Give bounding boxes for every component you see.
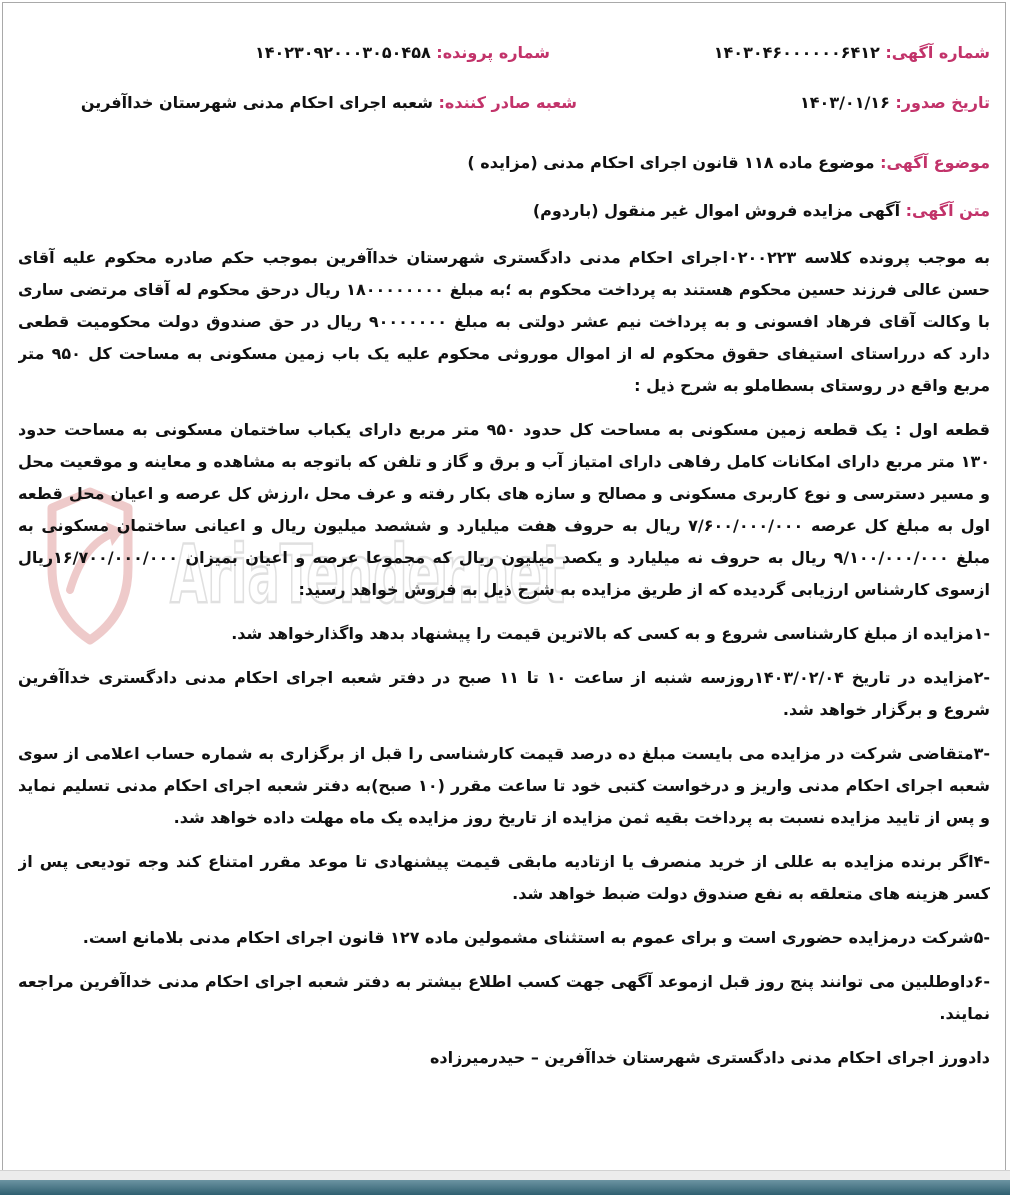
- condition-item-5: -۵شرکت درمزایده حضوری است و برای عموم به استثنای مشمولین ماده ۱۲۷ قانون اجرای احکام مدنی بلامانع است.: [82, 928, 990, 947]
- issue-date-value: ۱۴۰۳/۰۱/۱۶: [800, 93, 890, 112]
- notice-text-title: آگهی مزایده فروش اموال غیر منقول (باردوم): [532, 201, 901, 220]
- condition-item-1: -۱مزایده از مبلغ کارشناسی شروع و به کسی که بالاترین قیمت را پیشنهاد بدهد واگذارخواهد شد.: [231, 624, 990, 643]
- notice-text-field: [533, 200, 990, 222]
- condition-item-2: -۲مزایده در تاریخ ۱۴۰۳/۰۲/۰۴روزسه شنبه از ساعت ۱۰ تا ۱۱ صبح در دفتر شعبه اجرای احکام مدنی دادگستری خداآفرین شروع و برگزار خواهد شد.: [18, 668, 990, 719]
- intro-paragraph: به موجب پرونده کلاسه ۰۲۰۰۲۲۳اجرای احکام مدنی دادگستری شهرستان خداآفرین بموجب حکم صادره محکوم علیه آقای حسن عالی فرزند حسین محکوم هستند به پرداخت محکوم به ؛به مبلغ ۱۸۰۰۰۰۰۰۰۰ ریال درحق محکوم له آقای مرتضی ساری با وکالت آقای فرهاد افسونی و به پرداخت نیم عشر دولتی به مبلغ ۹۰۰۰۰۰۰۰ ریال در حق صندوق دولت محکومیت قطعی دارد که درراستای استیفای حقوق محکوم له از اموال موروثی محکوم علیه یک باب زمین مسکونی به مساحت کل ۹۵۰ متر مربع واقع در روستای بسطاملو به شرح ذیل :: [18, 248, 990, 395]
- notice-number-value: ۱۴۰۳۰۴۶۰۰۰۰۰۰۶۴۱۲: [713, 43, 880, 62]
- subject-field: [467, 152, 990, 174]
- footer-gap: [0, 1170, 1010, 1180]
- watermark-text: AriaTender.net: [170, 528, 565, 621]
- notice-text-label: متن آگهی:: [905, 201, 990, 220]
- notice-number-field: [714, 42, 990, 64]
- signature-line: دادورز اجرای احکام مدنی دادگستری شهرستان خداآفرین – حیدرمیرزاده: [429, 1048, 990, 1067]
- notice-number-label: شماره آگهی:: [885, 43, 990, 62]
- parcel-one-paragraph: قطعه اول : یک قطعه زمین مسکونی به مساحت کل حدود ۹۵۰ متر مربع دارای یکباب ساختمان مسکونی به مساحت حدود ۱۳۰ متر مربع دارای امکانات کامل رفاهی دارای امتیاز آب و برق و گاز و تلفن که باتوجه به مشاهده و معاینه و موقعیت محل و مسیر دسترسی و نوع کاربری مسکونی و مصالح و سازه های بکار رفته و عرف محل ،ارزش کل عرصه و اعیان محل قطعه اول به مبلغ کل عرصه ۷/۶۰۰/۰۰۰/۰۰۰ ریال به حروف هفت میلیارد و ششصد میلیون ریال و اعیانی ساختمان مسکونی به مبلغ ۹/۱۰۰/۰۰۰/۰۰۰ ریال به حروف نه میلیارد و یکصد میلیون ریال که مجموعا عرصه و اعیان بمیزان ۱۶/۷۰۰/۰۰۰/۰۰۰ریال ازسوی کارشناس ارزیابی گردیده که از طریق مزایده به شرح ذیل به فروش خواهد رسید:: [18, 420, 990, 599]
- footer-bar: [0, 1180, 1010, 1195]
- issue-date-field: [800, 92, 990, 114]
- issuing-branch-field: [81, 92, 577, 114]
- issue-date-label: تاریخ صدور:: [895, 93, 990, 112]
- case-number-field: [255, 42, 550, 64]
- issuing-branch-value: شعبه اجرای احکام مدنی شهرستان خداآفرین: [80, 93, 433, 112]
- condition-item-4: -۴اگر برنده مزایده به عللی از خرید منصرف یا ازتادیه مابقی قیمت پیشنهادی تا موعد مقرر امتناع کند وجه تودیعی پس از کسر هزینه های متعلقه به نفع صندوق دولت ضبط خواهد شد.: [18, 852, 990, 903]
- subject-label: موضوع آگهی:: [880, 153, 990, 172]
- issuing-branch-label: شعبه صادر کننده:: [438, 93, 577, 112]
- case-number-value: ۱۴۰۲۳۰۹۲۰۰۰۳۰۵۰۴۵۸: [254, 43, 431, 62]
- case-number-label: شماره پرونده:: [436, 43, 550, 62]
- condition-item-3: -۳متقاضی شرکت در مزایده می بایست مبلغ ده درصد قیمت کارشناسی را قبل از برگزاری به شماره حساب اعلامی از سوی شعبه اجرای احکام مدنی واریز و درخواست کتبی خود تا ساعت مقرر (۱۰ صبح)به دفتر شعبه اجرای احکام مدنی تسلیم نماید و پس از تایید مزایده نسبت به پرداخت بقیه ثمن مزایده از تاریخ روز مزایده یک ماه مهلت داده خواهد شد.: [18, 744, 990, 827]
- subject-value: موضوع ماده ۱۱۸ قانون اجرای احکام مدنی (مزایده ): [467, 153, 875, 172]
- notice-body: [18, 242, 990, 1086]
- condition-item-6: -۶داوطلبین می توانند پنج روز قبل ازموعد آگهی جهت کسب اطلاع بیشتر به دفتر شعبه اجرای احکام مدنی خداآفرین مراجعه نمایند.: [18, 972, 990, 1023]
